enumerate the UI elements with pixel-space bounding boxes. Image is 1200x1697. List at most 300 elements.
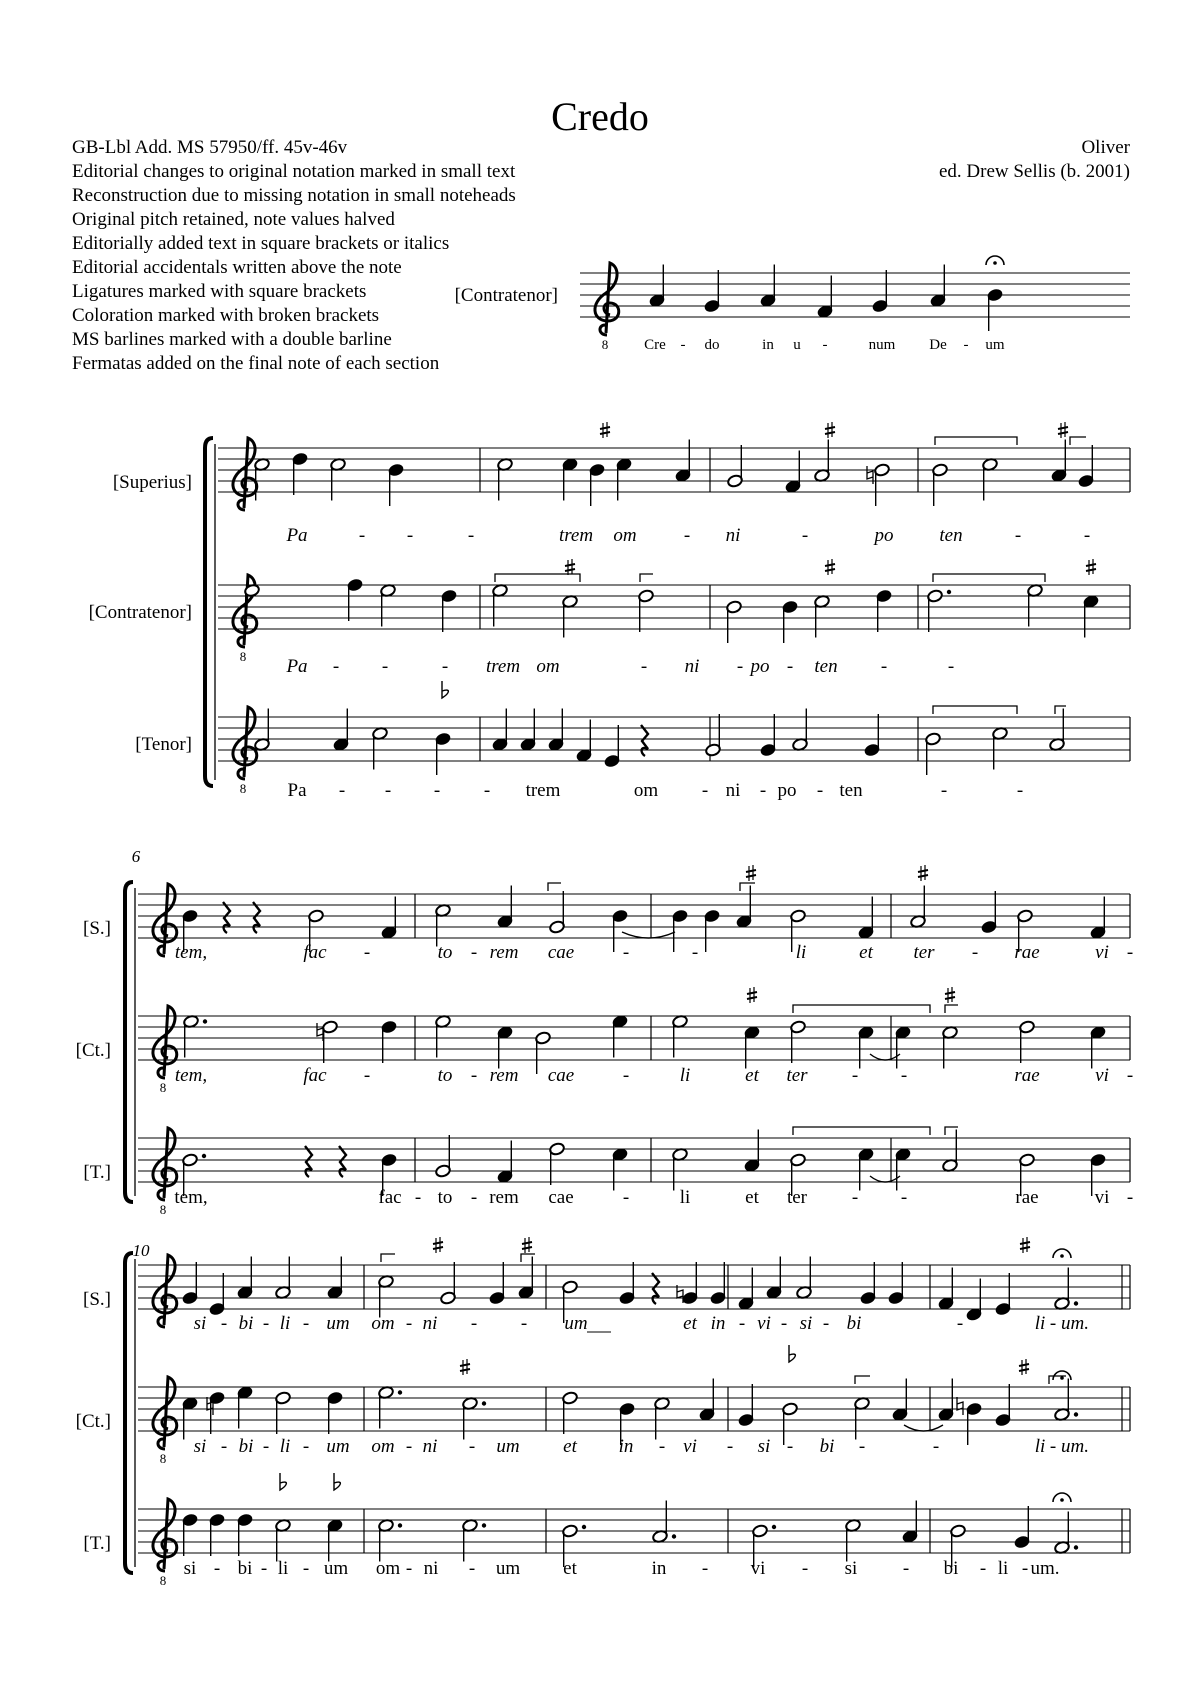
editorial-note: Fermatas added on the final note of each section <box>72 353 440 374</box>
half-note <box>462 1396 486 1439</box>
treble-clef-icon <box>153 1006 177 1095</box>
lyric-syllable: si <box>757 1436 771 1457</box>
quarter-note <box>699 1379 716 1422</box>
quarter-note <box>237 1513 254 1556</box>
lyric-syllable: um. <box>1061 1436 1089 1457</box>
octave-marker: 8 <box>239 781 247 796</box>
lyric-hyphen: - <box>302 1558 310 1579</box>
lyric-hyphen: - <box>363 942 371 963</box>
lyric-syllable: um <box>496 1436 520 1457</box>
sharp-icon <box>565 559 575 575</box>
quarter-note <box>892 1379 909 1422</box>
lyric-syllable: ten <box>814 656 838 677</box>
lyric-hyphen: - <box>940 780 948 801</box>
quarter-note <box>902 1501 919 1544</box>
source-line: GB-Lbl Add. MS 57950/ff. 45v-46v <box>72 137 348 158</box>
lyric-hyphen: - <box>822 1313 830 1334</box>
quarter-note <box>858 1025 875 1068</box>
treble-clef-icon <box>153 1499 177 1588</box>
half-note <box>275 1257 292 1300</box>
lyric-syllable: um. <box>1061 1313 1089 1334</box>
lyric-hyphen: - <box>381 656 389 677</box>
lyric-syllable: om <box>371 1436 395 1457</box>
half-note <box>932 463 949 506</box>
lyric-syllable: vi <box>1095 1065 1109 1086</box>
quarter-note <box>995 1273 1012 1316</box>
half-note <box>244 583 261 626</box>
quarter-note <box>766 1257 783 1300</box>
quarter-note <box>930 265 947 308</box>
ligature-bracket <box>1055 706 1066 714</box>
ligature-bracket <box>933 574 1045 582</box>
incipit-syllable: Cre <box>644 337 666 353</box>
lyric-hyphen: - <box>414 1187 422 1208</box>
lyric-hyphen: - <box>260 1558 268 1579</box>
lyric-syllable: li <box>795 942 807 963</box>
lyric-hyphen: - <box>302 1436 310 1457</box>
tie <box>870 1054 900 1060</box>
half-note <box>435 1135 452 1178</box>
sharp-icon <box>825 559 835 575</box>
lyric-hyphen: - <box>900 1187 908 1208</box>
quarter-note <box>987 288 1004 331</box>
quarter-note <box>895 1147 912 1190</box>
quarter-note <box>489 1262 506 1305</box>
half-note <box>925 732 942 775</box>
incipit-syllable: do <box>704 337 720 353</box>
lyric-hyphen: - <box>467 525 475 546</box>
lyric-hyphen: - <box>880 656 888 677</box>
ligature-bracket <box>793 1005 930 1013</box>
measure-number: 10 <box>132 1241 150 1260</box>
half-note <box>497 457 514 500</box>
lyric-hyphen: - <box>1126 942 1134 963</box>
voice-label: [T.] <box>83 1162 111 1183</box>
quarter-note <box>1090 1025 1107 1068</box>
lyric-hyphen: - <box>220 1436 228 1457</box>
voice-label: [Ct.] <box>75 1040 111 1061</box>
incipit-syllable: - <box>963 337 969 353</box>
half-note <box>854 1396 871 1439</box>
quarter-note <box>736 886 753 929</box>
lyric-syllable: in <box>618 1436 634 1457</box>
lyric-syllable: fac <box>303 942 327 963</box>
lyric-hyphen: - <box>622 1065 630 1086</box>
half-note <box>790 1020 807 1063</box>
lyric-syllable: li <box>997 1558 1009 1579</box>
quarter-note <box>612 1014 629 1057</box>
quarter-note <box>1051 440 1068 483</box>
quarter-note <box>327 1518 344 1561</box>
sharp-icon <box>522 1237 532 1253</box>
lyric-syllable: et <box>745 1187 759 1208</box>
lyric-hyphen: - <box>701 1558 709 1579</box>
lyric-syllable: ni <box>422 1313 438 1334</box>
half-note <box>992 726 1009 769</box>
octave-marker: 8 <box>239 649 247 664</box>
system-bracket <box>125 1253 133 1573</box>
quarter-note <box>675 440 692 483</box>
lyric-syllable: to <box>437 942 453 963</box>
lyric-syllable: in <box>651 1558 667 1579</box>
sharp-icon <box>825 422 835 438</box>
quarter-note <box>604 725 621 768</box>
natural-icon <box>957 1397 963 1415</box>
lyric-hyphen: - <box>470 1313 478 1334</box>
lyric-syllable: Pa <box>287 780 307 801</box>
quarter-note <box>327 1257 344 1300</box>
lyric-hyphen: - <box>405 1558 413 1579</box>
quarter-note <box>619 1262 636 1305</box>
quarter-note <box>548 709 565 752</box>
quarter-note <box>576 720 593 763</box>
lyric-syllable: si <box>193 1436 207 1457</box>
lyric-syllable: li <box>279 1436 291 1457</box>
lyric-hyphen: - <box>691 942 699 963</box>
half-note <box>927 589 951 632</box>
lyric-syllable: rem <box>489 1065 519 1086</box>
half-note <box>796 1257 813 1300</box>
treble-clef-icon <box>153 1377 177 1466</box>
fermata-icon <box>1053 1249 1071 1258</box>
quarter-note <box>817 276 834 319</box>
lyric-syllable: um. <box>1030 1558 1060 1579</box>
quarter-note <box>995 1384 1012 1427</box>
quarter-note <box>981 891 998 934</box>
sharp-icon <box>746 865 756 881</box>
lyric-syllable: tem, <box>174 942 208 963</box>
ligature-bracket <box>855 1376 870 1384</box>
lyric-syllable: si <box>183 1558 197 1579</box>
quarter-note <box>209 1513 226 1556</box>
lyric-hyphen: - <box>801 525 809 546</box>
incipit-syllable: u <box>793 337 801 353</box>
sharp-icon <box>945 987 955 1003</box>
lyric-hyphen: - <box>622 1187 630 1208</box>
quarter-note <box>876 589 893 632</box>
quarter-note <box>381 897 398 940</box>
sharp-icon <box>1019 1359 1029 1375</box>
half-note <box>1054 1512 1078 1555</box>
system-bracket <box>205 438 213 786</box>
lyric-hyphen: - <box>979 1558 987 1579</box>
quarter-note <box>612 1147 629 1190</box>
lyric-hyphen: - <box>786 1436 794 1457</box>
ligature-bracket <box>935 437 1017 445</box>
quarter-note <box>497 1141 514 1184</box>
lyric-syllable: bi <box>846 1313 862 1334</box>
lyric-syllable: om <box>536 656 560 677</box>
flat-icon <box>334 1473 340 1490</box>
lyric-syllable: ten <box>839 780 863 801</box>
lyric-hyphen: - <box>363 1065 371 1086</box>
lyric-syllable: trem <box>558 525 594 546</box>
quarter-rest-icon <box>652 1273 659 1304</box>
lyric-syllable: si <box>844 1558 858 1579</box>
lyric-hyphen: - <box>1016 780 1024 801</box>
half-note <box>1049 709 1066 752</box>
lyric-hyphen: - <box>851 1187 859 1208</box>
half-note <box>910 886 927 929</box>
lyric-hyphen: - <box>726 1436 734 1457</box>
lyric-syllable: Pa <box>286 656 308 677</box>
system-bracket <box>125 882 133 1202</box>
half-note <box>942 1130 959 1173</box>
lyric-syllable: et <box>683 1313 697 1334</box>
lyric-hyphen: - <box>1126 1187 1134 1208</box>
quarter-note <box>520 709 537 752</box>
quarter-note <box>327 1391 344 1434</box>
lyric-syllable: tem, <box>174 1065 208 1086</box>
treble-clef-icon <box>153 1128 177 1217</box>
lyric-hyphen: - <box>683 525 691 546</box>
half-note <box>672 1147 689 1190</box>
ligature-bracket <box>548 883 561 891</box>
quarter-note <box>492 709 509 752</box>
lyric-syllable: et <box>563 1558 577 1579</box>
lyric-syllable: rae <box>1014 1065 1040 1086</box>
quarter-note <box>785 451 802 494</box>
lyric-hyphen: - <box>640 656 648 677</box>
half-note <box>492 583 509 626</box>
lyric-syllable: to <box>437 1065 453 1086</box>
half-note <box>372 726 389 769</box>
lyric-syllable: bi <box>238 1436 254 1457</box>
octave-marker: 8 <box>159 1451 167 1466</box>
quarter-note <box>435 732 452 775</box>
half-note <box>1054 1268 1078 1311</box>
incipit-syllable: um <box>985 337 1005 353</box>
quarter-note <box>895 1025 912 1068</box>
lyric-hyphen: - <box>358 525 366 546</box>
lyric-syllable: ni <box>725 780 741 801</box>
lyric-hyphen: - <box>658 1436 666 1457</box>
page-title: Credo <box>551 94 649 139</box>
quarter-note <box>704 270 721 313</box>
quarter-note <box>760 714 777 757</box>
incipit-syllable: in <box>762 337 774 353</box>
half-note <box>874 463 891 506</box>
lyric-hyphen: - <box>470 1065 478 1086</box>
half-note <box>1019 1020 1036 1063</box>
lyric-hyphen: - <box>780 1313 788 1334</box>
lyric-syllable: to <box>437 1187 453 1208</box>
lyric-hyphen: - <box>858 1436 866 1457</box>
quarter-note <box>209 1391 226 1434</box>
quarter-rest-icon <box>223 902 230 933</box>
quarter-note <box>1014 1506 1031 1549</box>
quarter-note <box>744 1025 761 1068</box>
ligature-bracket <box>1070 437 1086 445</box>
incipit-syllable: De <box>929 337 947 353</box>
natural-icon <box>677 1285 683 1303</box>
voice-label: [T.] <box>83 1533 111 1554</box>
lyric-syllable: cae <box>547 1065 575 1086</box>
lyric-syllable: li <box>1034 1436 1046 1457</box>
editorial-note: Ligatures marked with square brackets <box>72 281 367 302</box>
flat-icon <box>442 681 448 698</box>
quarter-note <box>589 463 606 506</box>
half-note <box>942 1025 959 1068</box>
quarter-note <box>744 1130 761 1173</box>
half-note <box>183 1014 207 1057</box>
lyric-syllable: fac <box>378 1187 402 1208</box>
lyric-syllable: et <box>563 1436 577 1457</box>
half-note <box>654 1396 671 1439</box>
quarter-note <box>497 1025 514 1068</box>
editorial-note: Editorially added text in square brackets or italics <box>72 233 450 254</box>
half-note <box>562 1391 579 1434</box>
quarter-note <box>1083 594 1100 637</box>
quarter-note <box>518 1257 535 1300</box>
lyric-syllable: um <box>495 1558 521 1579</box>
lyric-syllable: li <box>1034 1313 1046 1334</box>
half-note <box>435 1014 452 1057</box>
measure-number: 6 <box>131 847 141 866</box>
voice-label: [Ct.] <box>75 1411 111 1432</box>
sharp-icon <box>1086 559 1096 575</box>
tie <box>870 1176 900 1182</box>
composer: Oliver <box>1081 137 1130 158</box>
lyric-hyphen: - <box>759 780 767 801</box>
editorial-note: Coloration marked with broken brackets <box>72 305 380 326</box>
editor: ed. Drew Sellis (b. 2001) <box>938 161 1130 182</box>
lyric-hyphen: - <box>1049 1313 1057 1334</box>
quarter-note <box>782 600 799 643</box>
half-note <box>982 457 999 500</box>
quarter-note <box>966 1279 983 1322</box>
fermata-icon <box>986 256 1004 265</box>
quarter-note <box>858 1147 875 1190</box>
editorial-note: Editorial accidentals written above the note <box>72 257 402 278</box>
lyric-syllable: et <box>745 1065 759 1086</box>
quarter-note <box>672 909 689 952</box>
quarter-note <box>237 1257 254 1300</box>
music-notation <box>76 256 1134 1588</box>
editorial-notes <box>72 161 516 374</box>
half-note <box>1027 583 1044 626</box>
treble-clef-icon <box>233 707 257 796</box>
treble-clef-icon <box>233 438 257 510</box>
lyric-syllable: et <box>859 942 873 963</box>
quarter-note <box>738 1384 755 1427</box>
half-note <box>672 1014 689 1057</box>
half-note <box>549 1142 566 1185</box>
lyric-hyphen: - <box>736 656 744 677</box>
quarter-note <box>682 1262 699 1305</box>
half-note <box>275 1391 292 1434</box>
half-note <box>462 1518 486 1561</box>
incipit-syllable: - <box>680 337 686 353</box>
lyric-hyphen: - <box>220 1313 228 1334</box>
half-note <box>378 1385 402 1428</box>
lyric-hyphen: - <box>483 780 491 801</box>
fermata-icon <box>1053 1493 1071 1502</box>
half-note <box>378 1518 402 1561</box>
voice-label: [S.] <box>83 918 111 939</box>
lyric-syllable: vi <box>1095 942 1109 963</box>
lyric-hyphen: - <box>816 780 824 801</box>
lyric-syllable: rem <box>489 1187 519 1208</box>
quarter-note <box>888 1262 905 1305</box>
quarter-note <box>562 457 579 500</box>
half-note <box>726 600 743 643</box>
lyric-syllable: um <box>564 1313 588 1334</box>
quarter-note <box>237 1385 254 1428</box>
lyric-syllable: li <box>277 1558 289 1579</box>
lyric-syllable: ten <box>939 525 963 546</box>
octave-marker: 8 <box>601 337 609 352</box>
half-note <box>330 457 347 500</box>
quarter-note <box>760 265 777 308</box>
quarter-note <box>710 1262 727 1305</box>
quarter-note <box>738 1268 755 1311</box>
lyric-hyphen: - <box>468 1436 476 1457</box>
quarter-note <box>497 886 514 929</box>
voice-label: [S.] <box>83 1289 111 1310</box>
lyric-syllable: vi <box>683 1436 697 1457</box>
quarter-note <box>860 1262 877 1305</box>
lyric-syllable: bi <box>237 1558 253 1579</box>
half-note <box>814 594 831 637</box>
ligature-bracket <box>933 706 1017 714</box>
lyric-hyphen: - <box>405 1436 413 1457</box>
sharp-icon <box>600 422 610 438</box>
lyric-syllable: vi <box>1094 1187 1110 1208</box>
lyric-hyphen: - <box>468 1558 476 1579</box>
half-note <box>549 891 566 934</box>
editorial-note: Original pitch retained, note values halved <box>72 209 395 230</box>
incipit-syllable: num <box>868 337 896 353</box>
incipit-voice-label: [Contratenor] <box>454 285 558 306</box>
ligature-bracket <box>381 1254 395 1262</box>
octave-marker: 8 <box>159 1202 167 1217</box>
lyric-syllable: bi <box>943 1558 959 1579</box>
lyric-hyphen: - <box>338 780 346 801</box>
lyric-syllable: po <box>874 525 894 546</box>
half-note <box>378 1274 395 1317</box>
lyric-hyphen: - <box>701 780 709 801</box>
lyric-syllable: trem <box>525 780 561 801</box>
lyric-hyphen: - <box>801 1558 809 1579</box>
lyric-hyphen: - <box>1014 525 1022 546</box>
quarter-note <box>441 589 458 632</box>
lyric-hyphen: - <box>932 1436 940 1457</box>
quarter-note <box>872 270 889 313</box>
tie <box>622 932 675 938</box>
editorial-note: Reconstruction due to missing notation in small noteheads <box>72 185 516 206</box>
lyric-hyphen: - <box>1021 1558 1029 1579</box>
editorial-note: MS barlines marked with a double barline <box>72 329 392 350</box>
half-note <box>322 1020 339 1063</box>
half-note <box>562 594 579 637</box>
quarter-note <box>292 452 309 495</box>
lyric-syllable: vi <box>757 1313 771 1334</box>
lyric-syllable: rae <box>1015 1187 1039 1208</box>
quarter-note <box>1078 445 1095 488</box>
lyric-hyphen: - <box>786 656 794 677</box>
lyric-hyphen: - <box>213 1558 221 1579</box>
lyric-syllable: tem, <box>174 1187 208 1208</box>
sharp-icon <box>747 987 757 1003</box>
quarter-rest-icon <box>339 1146 346 1177</box>
lyric-syllable: fac <box>303 1065 327 1086</box>
lyric-syllable: um <box>326 1436 350 1457</box>
lyric-hyphen: - <box>406 525 414 546</box>
voice-label: [Tenor] <box>135 734 192 755</box>
quarter-note <box>864 714 881 757</box>
ligature-bracket <box>495 574 580 582</box>
